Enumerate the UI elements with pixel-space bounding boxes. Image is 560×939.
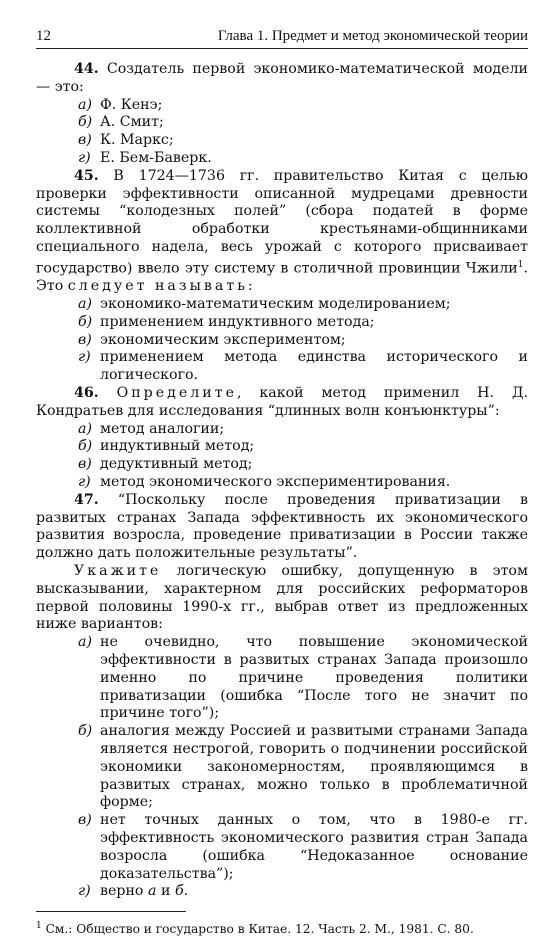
- question-number: 46.: [74, 385, 99, 402]
- option-text: метод экономического экспериментирования.: [100, 474, 451, 491]
- spaced-emphasis: Укажите: [74, 563, 162, 580]
- option: [78, 314, 528, 332]
- option-text-part: и: [156, 883, 175, 900]
- option-text-part: .: [183, 883, 189, 900]
- option-text: аналогия между Россией и развитыми странами Запада является нестрогой, говорить о подчинении российской экономики закономерностям, проявляющимся в развитых странах, можно только в проблематичной форме;: [100, 723, 528, 811]
- question-text: “Поскольку после проведения приватизации в развитых странах Запада эффективность их экономического развития возросла, проведение приватизации в России также должно дать положительные результаты”.: [36, 491, 528, 562]
- option: [78, 421, 528, 439]
- page-body: [36, 61, 528, 939]
- footnote-divider: [36, 911, 186, 912]
- q44-options: [36, 97, 528, 168]
- option: [78, 812, 528, 883]
- option: [78, 349, 528, 385]
- option: [78, 438, 528, 456]
- option: [78, 456, 528, 474]
- question-number: 45.: [74, 167, 99, 184]
- option: [78, 723, 528, 812]
- option-label: б): [78, 114, 93, 131]
- footnote-ref: 1: [517, 259, 524, 270]
- option-label: г): [78, 349, 91, 366]
- spaced-emphasis: следует называть: [67, 278, 248, 295]
- option-text: не очевидно, что повышение экономической эффективности в развитых странах Запада произошло именно по причине проведения политики приватизации (ошибка “После того не значит по причине того”);: [100, 634, 528, 722]
- q46-options: [36, 421, 528, 492]
- option: [78, 97, 528, 115]
- option-text: К. Маркс;: [100, 132, 174, 149]
- option-ref-b: б: [174, 883, 184, 900]
- option-label: б): [78, 438, 93, 455]
- question-text: , какой метод применил Н. Д. Кондратьев для исследования “длинных волн конъюнктуры”:: [36, 385, 528, 419]
- option-text: индуктивный метод;: [100, 438, 255, 455]
- option-text: Ф. Кенэ;: [100, 96, 163, 113]
- option: [78, 634, 528, 723]
- option: [78, 132, 528, 150]
- question-45: [36, 168, 528, 296]
- option-label: в): [78, 132, 92, 149]
- option-label: в): [78, 331, 92, 348]
- option-label: а): [78, 296, 92, 313]
- question-number: 44.: [74, 61, 99, 77]
- option-label: б): [78, 313, 93, 330]
- question-44: [36, 61, 528, 97]
- option-text: дедуктивный метод;: [100, 456, 253, 473]
- option: [78, 883, 528, 901]
- option-label: в): [78, 812, 92, 829]
- question-46: [36, 385, 528, 421]
- option: [78, 474, 528, 492]
- question-47: [36, 492, 528, 563]
- option-text: нет точных данных о том, что в 1980-е гг. эффективность экономического развития стран Запада возросла (ошибка “Недоказанное основание доказательства”);: [100, 812, 528, 882]
- option-text: метод аналогии;: [100, 420, 225, 437]
- option-label: г): [78, 474, 91, 491]
- question-text: В 1724—1736 гг. правительство Китая с целью проверки эффективности описанной мудрецами древности системы “колодезных полей” (сбора податей в форме коллективной обработки крестьянами-общинниками специального надела, весь урожай с которого присваивает государство) ввело эту систему в столичной провинции Чжили: [36, 167, 528, 277]
- option-text: экономическим экспериментом;: [100, 331, 346, 348]
- option: [78, 296, 528, 314]
- option-text: экономико-математическим моделированием;: [100, 296, 451, 313]
- chapter-title: Глава 1. Предмет и метод экономической теории: [217, 28, 528, 44]
- option-text-part: верно: [100, 883, 148, 900]
- option-label: а): [78, 96, 92, 113]
- option: [78, 150, 528, 168]
- footnote: [36, 918, 528, 939]
- question-text: Создатель первой экономико-математической модели — это:: [36, 61, 528, 95]
- question-text-cont: . Это: [36, 260, 528, 295]
- instruction-text: логическую ошибку, допущенную в этом высказывании, характерном для российских реформаторов первой половины 1990-х гг., выбрав ответ из предложенных ниже вариантов:: [36, 563, 528, 633]
- book-page: [36, 28, 528, 939]
- option-label: г): [78, 149, 91, 166]
- option-text: Е. Бем-Баверк.: [100, 149, 212, 166]
- q47-options: [36, 634, 528, 901]
- page-number: 12: [36, 28, 51, 44]
- option: [78, 114, 528, 132]
- spaced-emphasis: Определите: [116, 385, 237, 402]
- option-label: а): [78, 420, 92, 437]
- option-text: [100, 883, 528, 901]
- running-header: [36, 28, 528, 49]
- option-label: г): [78, 883, 91, 900]
- option-text: применением индуктивного метода;: [100, 313, 375, 330]
- q45-options: [36, 296, 528, 385]
- footnote-mark: 1: [36, 921, 42, 932]
- option: [78, 332, 528, 350]
- option-label: в): [78, 456, 92, 473]
- question-text-end: :: [247, 278, 253, 295]
- option-text: применением метода единства исторического и логического.: [100, 349, 528, 384]
- question-number: 47.: [74, 491, 99, 508]
- option-label: б): [78, 723, 93, 740]
- option-label: а): [78, 634, 92, 651]
- option-ref-a: а: [147, 883, 157, 900]
- question-47-instruction: [36, 563, 528, 634]
- footnote-text: См.: Общество и государство в Китае. 12. Часть 2. М., 1981. С. 80.: [45, 922, 474, 937]
- option-text: А. Смит;: [100, 114, 164, 131]
